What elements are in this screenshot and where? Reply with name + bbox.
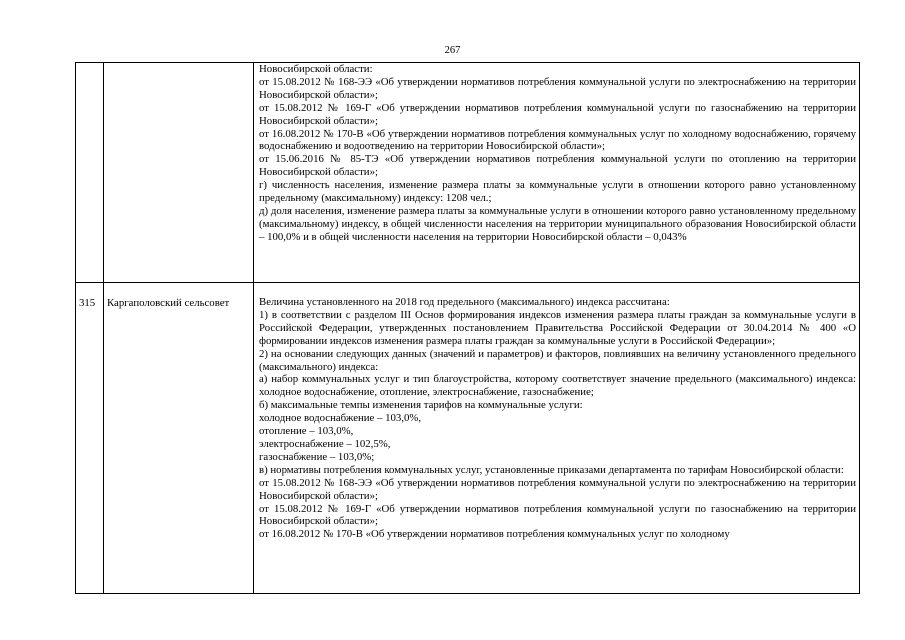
page-number: 267 [444, 45, 461, 56]
table-row [76, 63, 860, 283]
row-number-cell [76, 63, 104, 283]
row-text: Величина установленного на 2018 год предельного (максимального) индекса рассчитана: 1) в соответствии с разделом III Основ формирования индексов изменения размера платы граждан за коммунальные услуги в Российской Федерации, утвержденных постановлением Правительства Российской Федерации от 30.04.2014 № 400 «О формировании индексов изменения размера платы граждан за коммунальные услуги в Российской Федерации»; 2) на основании следующих данных (значений и параметров) и факторов, повлиявших на величину установленного предельного (максимального) индекса: а) набор коммунальных услуг и тип благоустройства, которому соответствует значение предельного (максимального) индекса: холодное водоснабжение, отопление, электроснабжение, газоснабжение; б) максимальные темпы изменения тарифов на коммунальные услуги: холодное водоснабжение – 103,0%, отопление – 103,0%, электроснабжение – 102,5%, газоснабжение – 103,0%; в) нормативы потребления коммунальных услуг, установленные приказами департамента по тарифам Новосибирской области: от 15.08.2012 № 168-ЭЭ «Об утверждении нормативов потребления коммунальной услуги по электроснабжению на территории Новосибирской области»; от 15.08.2012 № 169-Г «Об утверждении нормативов потребления коммунальной услуги по газоснабжению на территории Новосибирской области»; от 16.08.2012 № 170-В «Об утверждении нормативов потребления коммунальных услуг по холодному [259, 296, 856, 541]
row-name-cell [104, 63, 254, 283]
row-text-cell [254, 63, 860, 283]
row-name-cell [104, 283, 254, 594]
table-row [76, 283, 860, 594]
row-number: 315 [79, 297, 96, 309]
row-text: Новосибирской области: от 15.08.2012 № 168-ЭЭ «Об утверждении нормативов потребления коммунальной услуги по электроснабжению на территории Новосибирской области»; от 15.08.2012 № 169-Г «Об утверждении нормативов потребления коммунальной услуги по газоснабжению на территории Новосибирской области»; от 16.08.2012 № 170-В «Об утверждении нормативов потребления коммунальных услуг по холодному водоснабжению, горячему водоснабжению и водоотведению на территории Новосибирской области»; от 15.06.2016 № 85-ТЭ «Об утверждении нормативов потребления коммунальной услуги по отоплению на территории Новосибирской области»; г) численность населения, изменение размера платы за коммунальные услуги в отношении которого равно установленному предельному (максимальному) индексу: 1208 чел.; д) доля населения, изменение размера платы за коммунальные услуги в отношении которого равно установленному предельному (максимальному) индексу, в общей численности населения на территории муниципального образования Новосибирской области – 100,0% и в общей численности населения на территории Новосибирской области – 0,043% [259, 63, 856, 243]
municipality-name: Каргаполовский сельсовет [107, 297, 230, 309]
document-table [75, 62, 860, 594]
row-text-cell [254, 283, 860, 594]
row-number-cell [76, 283, 104, 594]
